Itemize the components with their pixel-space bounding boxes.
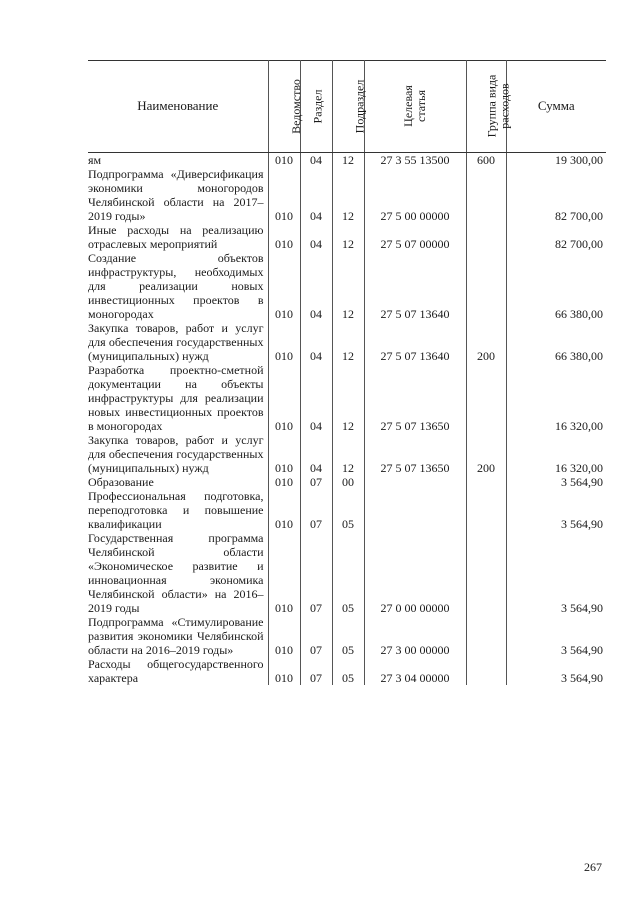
- row-expense-group: 200: [466, 321, 506, 363]
- row-amount: 3 564,90: [506, 475, 606, 489]
- row-subsection: 05: [332, 531, 364, 615]
- row-amount: 3 564,90: [506, 489, 606, 531]
- row-expense-group: [466, 223, 506, 251]
- row-amount: 82 700,00: [506, 167, 606, 223]
- row-target-item: 27 5 07 13640: [364, 251, 466, 321]
- row-name: Образование: [88, 475, 154, 489]
- row-department: 010: [268, 167, 300, 223]
- row-subsection: 05: [332, 657, 364, 685]
- row-target-item: 27 5 07 00000: [364, 223, 466, 251]
- row-section: 07: [300, 531, 332, 615]
- row-expense-group: [466, 489, 506, 531]
- row-section: 07: [300, 657, 332, 685]
- row-department: 010: [268, 363, 300, 433]
- row-section: 04: [300, 433, 332, 475]
- row-target-item: 27 3 00 00000: [364, 615, 466, 657]
- table-row: [88, 167, 606, 223]
- row-expense-group: [466, 475, 506, 489]
- row-name: Разработка проектно-сметной документации на объекты инфраструктуры для реализации новых инвестиционных проектов в моногородах: [88, 363, 264, 433]
- row-section: 07: [300, 615, 332, 657]
- row-section: 07: [300, 489, 332, 531]
- row-name: Создание объектов инфраструктуры, необходимых для реализации новых инвестиционных проектов в моногородах: [88, 251, 264, 321]
- row-name: Государственная программа Челябинской области «Экономическое развитие и инновационная экономика Челябинской области» на 2016–2019 годы: [88, 531, 264, 615]
- row-name: Расходы общегосударственного характера: [88, 657, 264, 685]
- row-target-item: [364, 489, 466, 531]
- row-amount: 82 700,00: [506, 223, 606, 251]
- table-row: [88, 657, 606, 685]
- row-amount: 66 380,00: [506, 251, 606, 321]
- table-row: [88, 475, 606, 489]
- row-expense-group: 200: [466, 433, 506, 475]
- header-expense-group: [466, 60, 511, 153]
- header-section-text: Раздел: [309, 89, 324, 123]
- row-expense-group: [466, 531, 506, 615]
- row-section: 04: [300, 363, 332, 433]
- header-amount: Сумма: [506, 60, 606, 153]
- row-expense-group: 600: [466, 153, 506, 168]
- table-row: [88, 251, 606, 321]
- row-subsection: 12: [332, 251, 364, 321]
- header-expense-group-text: [485, 75, 511, 138]
- row-expense-group: [466, 657, 506, 685]
- row-department: 010: [268, 657, 300, 685]
- row-expense-group: [466, 363, 506, 433]
- row-name: Подпрограмма «Диверсификация экономики моногородов Челябинской области на 2017–2019 годы»: [88, 167, 264, 223]
- row-amount: 16 320,00: [506, 433, 606, 475]
- table-body: [88, 153, 606, 686]
- header-expense-group-line1: Группа вида: [483, 74, 498, 138]
- table-row: [88, 433, 606, 475]
- table-header-row: [88, 60, 606, 153]
- row-target-item: 27 5 07 13650: [364, 363, 466, 433]
- row-department: 010: [268, 251, 300, 321]
- row-amount: 3 564,90: [506, 531, 606, 615]
- row-department: 010: [268, 321, 300, 363]
- table-row: [88, 531, 606, 615]
- row-section: 04: [300, 251, 332, 321]
- header-name: Наименование: [88, 60, 268, 153]
- page-number: 267: [584, 860, 602, 874]
- row-target-item: [364, 475, 466, 489]
- header-section: [300, 60, 332, 153]
- row-target-item: 27 3 04 00000: [364, 657, 466, 685]
- row-name: Профессиональная подготовка, переподготовка и повышение квалификации: [88, 489, 264, 531]
- row-name: Иные расходы на реализацию отраслевых мероприятий: [88, 223, 264, 251]
- row-amount: 66 380,00: [506, 321, 606, 363]
- row-subsection: 12: [332, 153, 364, 168]
- row-amount: 3 564,90: [506, 657, 606, 685]
- row-name: Закупка товаров, работ и услуг для обеспечения государственных (муниципальных) нужд: [88, 433, 264, 475]
- header-target-item-line1: Целевая: [400, 85, 415, 127]
- header-subsection-text: Подраздел: [351, 79, 366, 133]
- row-target-item: 27 3 55 13500: [364, 153, 466, 168]
- table-row: [88, 615, 606, 657]
- table-row: [88, 363, 606, 433]
- row-department: 010: [268, 489, 300, 531]
- row-subsection: 12: [332, 321, 364, 363]
- row-expense-group: [466, 251, 506, 321]
- row-amount: 3 564,90: [506, 615, 606, 657]
- table-row: [88, 489, 606, 531]
- row-section: 07: [300, 475, 332, 489]
- row-department: 010: [268, 153, 300, 168]
- row-subsection: 12: [332, 167, 364, 223]
- row-subsection: 12: [332, 363, 364, 433]
- header-department: [268, 60, 303, 153]
- row-department: 010: [268, 475, 300, 489]
- row-department: 010: [268, 223, 300, 251]
- table-row: [88, 153, 606, 168]
- header-target-item: [364, 60, 466, 153]
- row-target-item: 27 0 00 00000: [364, 531, 466, 615]
- row-section: 04: [300, 223, 332, 251]
- header-target-item-line2: статья: [413, 90, 428, 122]
- header-target-item-text: [402, 85, 428, 127]
- budget-table: [88, 60, 606, 685]
- row-target-item: 27 5 07 13650: [364, 433, 466, 475]
- row-section: 04: [300, 153, 332, 168]
- row-department: 010: [268, 615, 300, 657]
- row-subsection: 12: [332, 223, 364, 251]
- row-target-item: 27 5 00 00000: [364, 167, 466, 223]
- table-row: [88, 321, 606, 363]
- row-section: 04: [300, 321, 332, 363]
- row-subsection: 05: [332, 615, 364, 657]
- row-name: Подпрограмма «Стимулирование развития экономики Челябинской области на 2016–2019 годы»: [88, 615, 264, 657]
- row-subsection: 05: [332, 489, 364, 531]
- row-expense-group: [466, 167, 506, 223]
- row-target-item: 27 5 07 13640: [364, 321, 466, 363]
- row-amount: 19 300,00: [506, 153, 606, 168]
- header-subsection: [332, 60, 364, 153]
- header-expense-group-line2: расходов: [496, 83, 511, 129]
- table-row: [88, 223, 606, 251]
- row-department: 010: [268, 531, 300, 615]
- header-department-text: Ведомство: [288, 78, 303, 134]
- row-name: Закупка товаров, работ и услуг для обеспечения государственных (муниципальных) нужд: [88, 321, 264, 363]
- row-section: 04: [300, 167, 332, 223]
- row-department: 010: [268, 433, 300, 475]
- row-subsection: 12: [332, 433, 364, 475]
- row-subsection: 00: [332, 475, 364, 489]
- row-expense-group: [466, 615, 506, 657]
- row-amount: 16 320,00: [506, 363, 606, 433]
- row-name: ям: [88, 153, 102, 167]
